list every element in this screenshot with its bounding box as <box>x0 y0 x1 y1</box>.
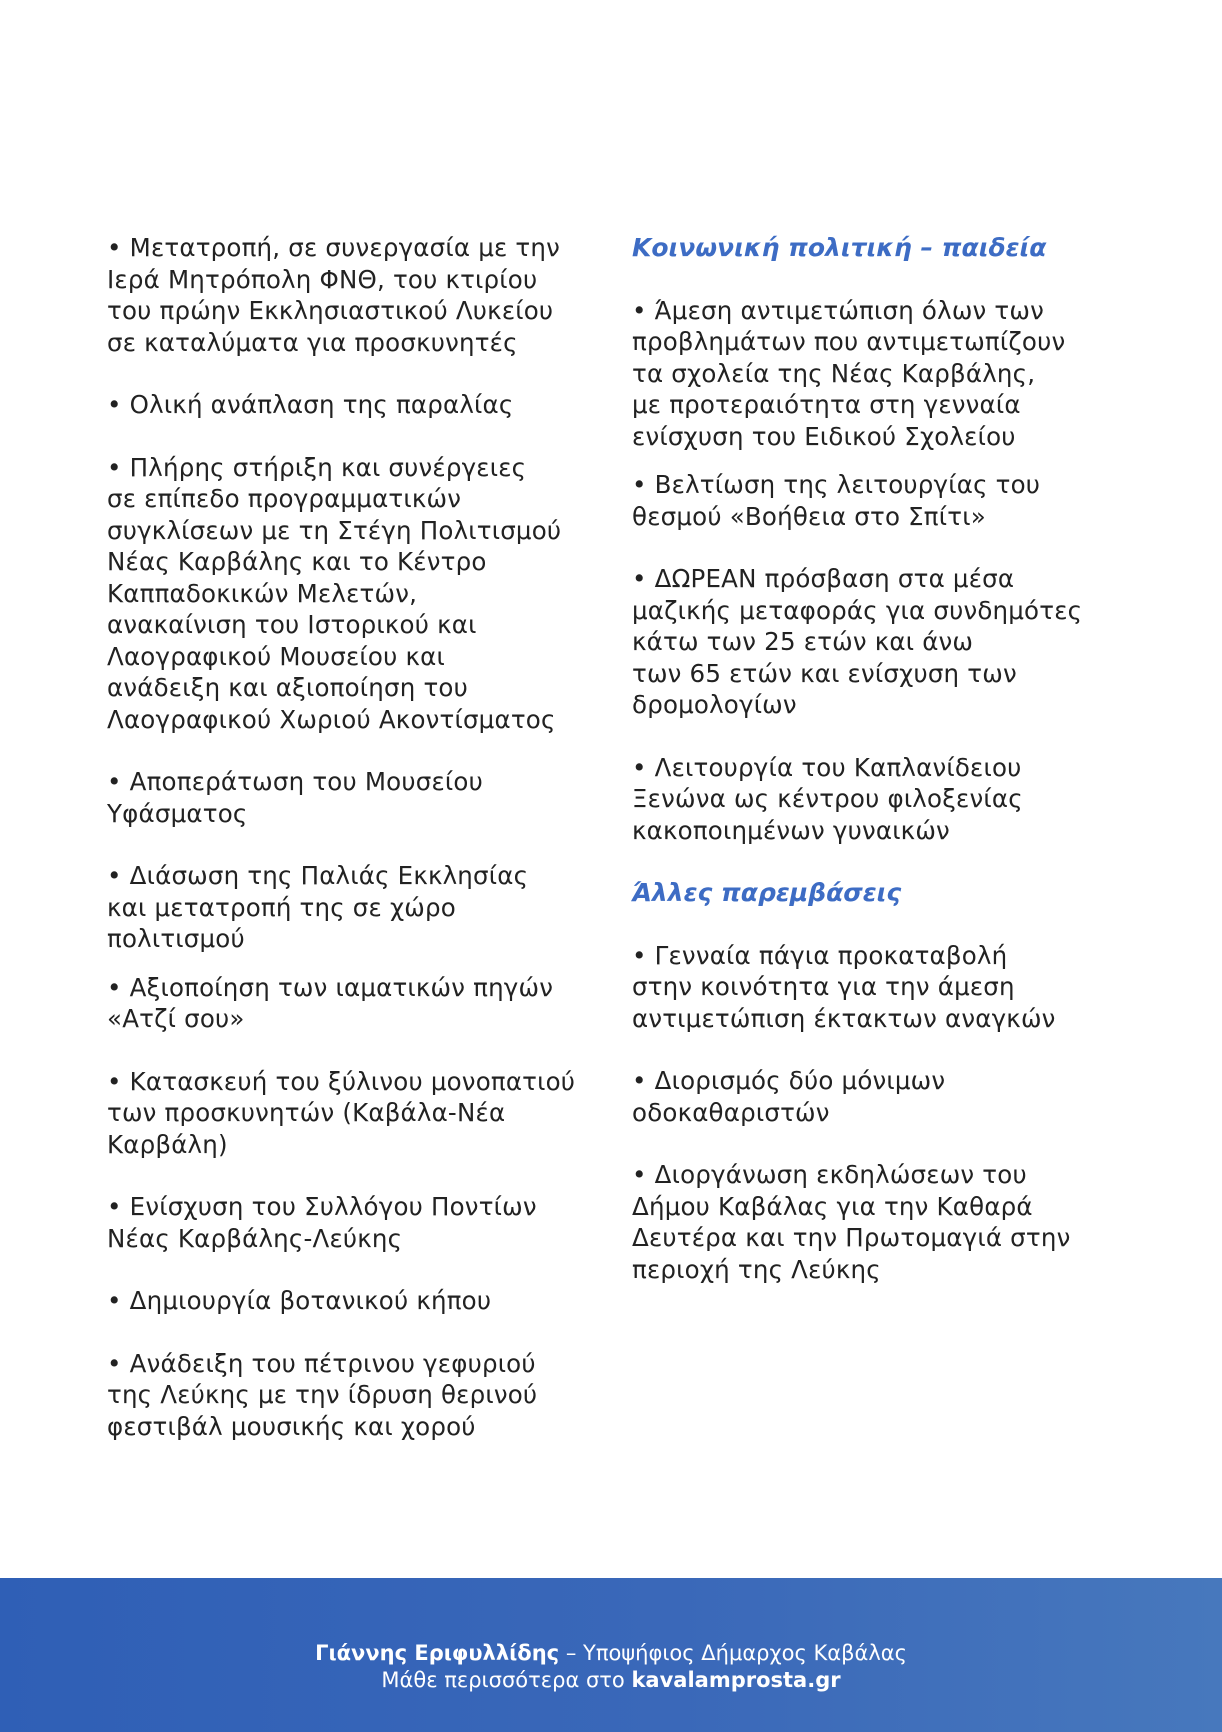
learn-more-text: Μάθε περισσότερα στο <box>381 1668 632 1692</box>
candidate-name: Γιάννης Εριφυλλίδης <box>315 1641 560 1665</box>
bullet-item: • Διορισμός δύο μόνιμων οδοκαθαριστών <box>632 1066 946 1127</box>
bullet-item: • Κατασκευή του ξύλινου μονοπατιού των προσκυνητών (Καβάλα-Νέα Καρβάλη) <box>107 1066 576 1159</box>
bullet-item: • Ενίσχυση του Συλλόγου Ποντίων Νέας Καρβάλης-Λεύκης <box>107 1192 537 1253</box>
bullet-item: • Αποπεράτωση του Μουσείου Υφάσματος <box>107 767 483 828</box>
bullet-item: • Πλήρης στήριξη και συνέργειες σε επίπεδο προγραμματικών συγκλίσεων με τη Στέγη Πολιτισμού Νέας Καρβάλης και το Κέντρο Καππαδοκικών Μελετών, ανακαίνιση του Ιστορικού και Λαογραφικού Μουσείου και ανάδειξη και αξιοποίηση του Λαογραφικού Χωριού Ακοντίσματος <box>107 452 562 734</box>
bullet-item: • Αξιοποίηση των ιαματικών πηγών «Ατζί σου» <box>107 972 554 1033</box>
bullet-item: • Λειτουργία του Καπλανίδειου Ξενώνα ως κέντρου φιλοξενίας κακοποιημένων γυναικών <box>632 752 1023 845</box>
bullet-item: • Ολική ανάπλαση της παραλίας <box>107 390 514 419</box>
footer-website-line <box>0 1667 1222 1693</box>
candidate-role: – Υποψήφιος Δήμαρχος Καβάλας <box>559 1641 907 1665</box>
bullet-item: • Ανάδειξη του πέτρινου γεφυριού της Λεύκης με την ίδρυση θερινού φεστιβάλ μουσικής και χορού <box>107 1348 538 1441</box>
bullet-item: • Διοργάνωση εκδηλώσεων του Δήμου Καβάλας για την Καθαρά Δευτέρα και την Πρωτομαγιά στην περιοχή της Λεύκης <box>632 1160 1071 1284</box>
bullet-item: • Δημιουργία βοτανικού κήπου <box>107 1286 492 1315</box>
bullet-item: • ΔΩΡΕΑΝ πρόσβαση στα μέσα μαζικής μεταφοράς για συνδημότες κάτω των 25 ετών και άνω των 65 ετών και ενίσχυση των δρομολογίων <box>632 564 1083 719</box>
bullet-item: • Βελτίωση της λειτουργίας του θεσμού «Βοήθεια στο Σπίτι» <box>632 470 1041 531</box>
section-heading-social: Κοινωνική πολιτική – παιδεία <box>632 233 1047 262</box>
bullet-item: • Γενναία πάγια προκαταβολή στην κοινότητα για την άμεση αντιμετώπιση έκτακτων αναγκών <box>632 940 1056 1033</box>
right-column <box>632 232 1132 1316</box>
section-heading-other: Άλλες παρεμβάσεις <box>632 878 902 907</box>
website-link[interactable]: kavalamprosta.gr <box>631 1668 841 1692</box>
bullet-item: • Μετατροπή, σε συνεργασία με την Ιερά Μητρόπολη ΦΝΘ, του κτιρίου του πρώην Εκκλησιαστικού Λυκείου σε καταλύματα για προσκυνητές <box>107 233 560 357</box>
footer-candidate-line <box>0 1640 1222 1666</box>
bullet-item: • Άμεση αντιμετώπιση όλων των προβλημάτων που αντιμετωπίζουν τα σχολεία της Νέας Καρβάλης, με προτεραιότητα στη γενναία ενίσχυση του Ειδικού Σχολείου <box>632 295 1066 451</box>
left-column <box>107 232 607 1473</box>
bullet-item: • Διάσωση της Παλιάς Εκκλησίας και μετατροπή της σε χώρο πολιτισμού <box>107 861 529 953</box>
footer-banner <box>0 1578 1222 1732</box>
